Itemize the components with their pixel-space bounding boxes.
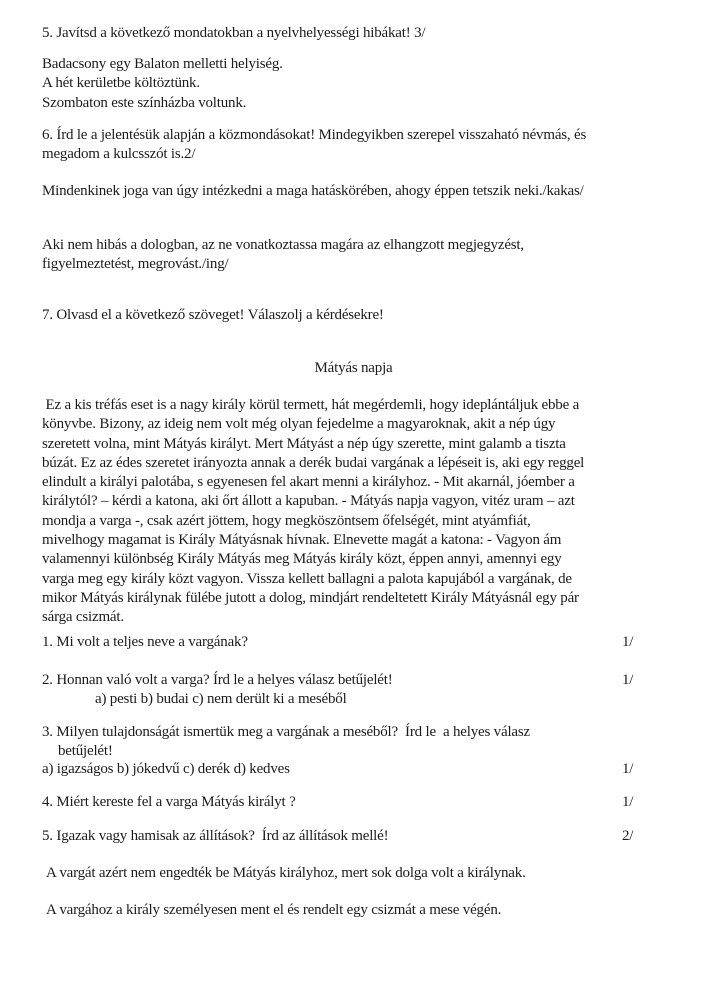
question-4: 4. Miért kereste fel a varga Mátyás királyt ? <box>42 794 296 810</box>
story-title: Mátyás napja <box>314 360 393 376</box>
question-2-score: 1/ <box>622 672 634 688</box>
question-3-options: a) igazságos b) jókedvű c) derék d) kedves <box>42 761 290 777</box>
story-line-10: varga meg egy király közt vagyon. Vissza kellett ballagni a palota kapujából a vargának, de <box>42 570 572 587</box>
exercise5-sentence-3: Szombaton este színházba voltunk. <box>42 94 247 111</box>
statement-2: A vargához a király személyesen ment el és rendelt egy csizmát a mese végén. <box>46 902 502 918</box>
exercise6-header <box>42 126 586 165</box>
story-line-6: királytól? – kérdi a katona, aki őrt állott a kapuban. - Mátyás napja vagyon, vitéz uram – azt <box>42 493 575 510</box>
story-line-8: mivelhogy magamat is Király Mátyásnak hívnak. Elnevette magát a katona: - Vagyon ám <box>42 532 562 549</box>
exercise7-header: 7. Olvasd el a következő szöveget! Válaszolj a kérdésekre! <box>42 307 384 323</box>
question-5: 5. Igazak vagy hamisak az állítások? Írd az állítások mellé! <box>42 828 389 844</box>
question-5-score: 2/ <box>622 828 634 844</box>
exercise6-proverb-2-line2: figyelmeztetést, megrovást./ing/ <box>42 256 229 273</box>
story-line-3: szeretett volna, mint Mátyás királyt. Mert Mátyást a nép úgy szerette, mint galamb a tiszta <box>42 435 566 452</box>
story-line-7: mondja a varga -, csak azért jöttem, hogy megköszöntsem őfelségét, mint atyámfiát, <box>42 512 531 529</box>
exercise6-header-line2: megadom a kulcsszót is.2/ <box>42 146 196 163</box>
story-line-5: elindult a királyi palotába, s egyenesen fel akart menni a királyhoz. - Mit akarnál, jóember a <box>42 474 575 491</box>
question-4-score: 1/ <box>622 794 634 810</box>
statement-1: A vargát azért nem engedték be Mátyás királyhoz, mert sok dolga volt a királynak. <box>46 865 526 881</box>
question-3-score: 1/ <box>622 761 634 777</box>
exercise5-sentence-2: A hét kerületbe költöztünk. <box>42 75 200 92</box>
exercise6-header-line1: 6. Írd le a jelentésük alapján a közmondásokat! Mindegyikben szerepel visszaható névmás, és <box>42 127 587 143</box>
story-line-11: mikor Mátyás királynak fülébe jutott a dolog, mindjárt rendeltetett Király Mátyásnál egy pár <box>42 589 579 606</box>
question-3-line2: betűjelét! <box>58 743 113 759</box>
exercise6-proverb-1: Mindenkinek joga van úgy intézkedni a maga hatáskörében, ahogy éppen tetszik neki./kakas/ <box>42 183 584 199</box>
exercise6-proverb-2 <box>42 236 524 275</box>
exercise6-proverb-2-line1: Aki nem hibás a dologban, az ne vonatkoztassa magára az elhangzott megjegyzést, <box>42 237 524 253</box>
question-2: 2. Honnan való volt a varga? Írd le a helyes válasz betűjelét! <box>42 672 393 688</box>
question-1: 1. Mi volt a teljes neve a vargának? <box>42 634 248 650</box>
story-line-4: búzát. Ez az édes szeretet irányozta annak a derék budai vargának a lépéseit is, aki egy reggel <box>42 454 585 471</box>
exercise5-sentences <box>42 55 283 113</box>
question-1-score: 1/ <box>622 634 634 650</box>
exercise5-sentence-1: Badacsony egy Balaton melletti helyiség. <box>42 56 283 72</box>
story-line-9: valamennyi különbség Király Mátyás meg Mátyás király közt, éppen annyi, amennyi egy <box>42 551 562 568</box>
story-line-2: könyvbe. Bizony, az ideig nem volt még olyan fejedelme a magyaroknak, akit a nép úgy <box>42 416 556 433</box>
question-3-line1: 3. Milyen tulajdonságát ismertük meg a vargának a meséből? Írd le a helyes válasz <box>42 724 530 740</box>
story-paragraph <box>42 396 584 628</box>
exercise5-header: 5. Javítsd a következő mondatokban a nyelvhelyességi hibákat! 3/ <box>42 25 426 41</box>
story-line-12: sárga csizmát. <box>42 609 124 626</box>
story-line-1: Ez a kis tréfás eset is a nagy király körül termett, hát megérdemli, hogy ideplántáljuk ebbe a <box>42 397 580 413</box>
question-2-options: a) pesti b) budai c) nem derült ki a meséből <box>95 691 347 707</box>
